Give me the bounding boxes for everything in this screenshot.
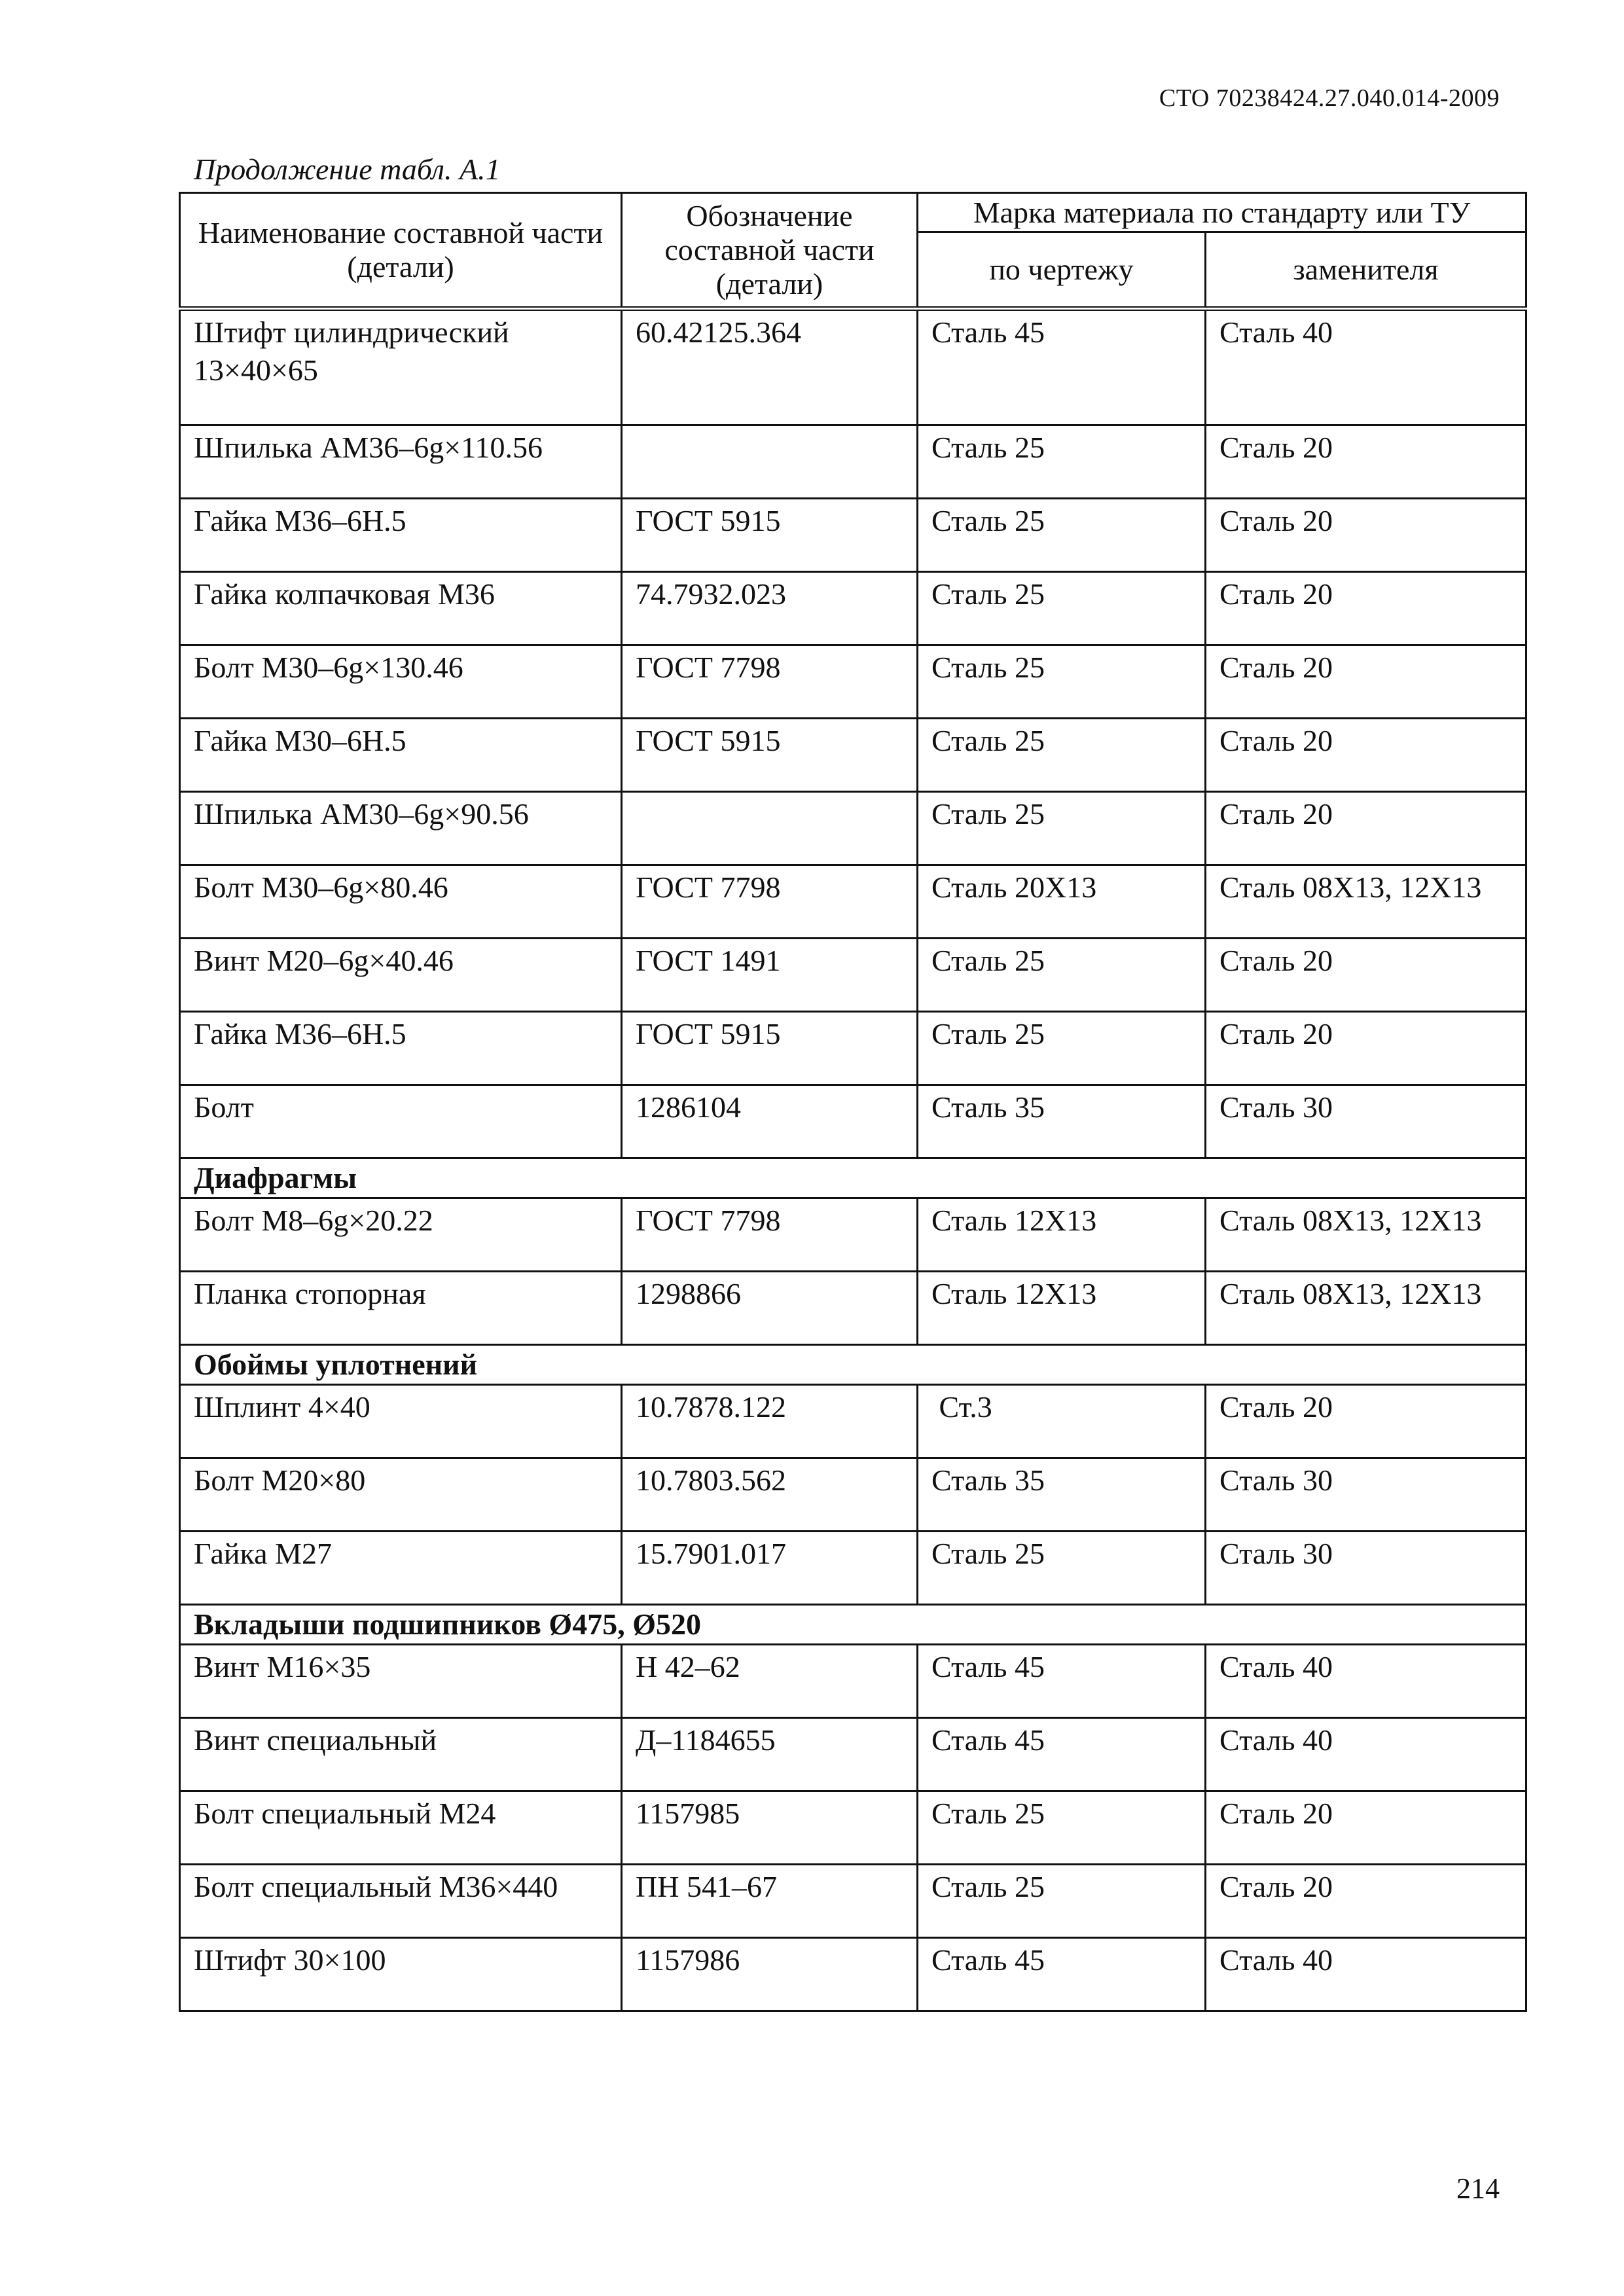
- table-row: [180, 645, 1526, 719]
- cell-material-substitute: Сталь 08Х13, 12Х13: [1206, 865, 1526, 939]
- cell-material-substitute: Сталь 08Х13, 12Х13: [1206, 1272, 1526, 1345]
- table-row: [180, 1865, 1526, 1938]
- cell-designation: ГОСТ 5915: [622, 719, 918, 792]
- cell-part-name: Гайка М30–6Н.5: [180, 719, 622, 792]
- cell-part-name: Гайка М27: [180, 1532, 622, 1605]
- cell-designation: ГОСТ 5915: [622, 1012, 918, 1085]
- cell-designation: ГОСТ 1491: [622, 939, 918, 1012]
- table-row: [180, 572, 1526, 645]
- cell-part-name: Штифт 30×100: [180, 1938, 622, 2011]
- cell-part-name: Шпилька АМ36–6g×110.56: [180, 425, 622, 499]
- cell-designation: 74.7932.023: [622, 572, 918, 645]
- cell-material-substitute: Сталь 20: [1206, 1385, 1526, 1458]
- header-part-name: Наименование составной части (детали): [180, 193, 622, 309]
- cell-designation: ГОСТ 7798: [622, 1198, 918, 1272]
- cell-material-substitute: Сталь 20: [1206, 572, 1526, 645]
- table-row: [180, 865, 1526, 939]
- page-number: 214: [1456, 2172, 1500, 2204]
- header-by-drawing: по чертежу: [918, 232, 1206, 309]
- cell-material-drawing: Сталь 25: [918, 1865, 1206, 1938]
- cell-designation: ГОСТ 7798: [622, 645, 918, 719]
- table-row: [180, 1085, 1526, 1158]
- cell-material-substitute: Сталь 20: [1206, 425, 1526, 499]
- cell-material-drawing: Сталь 12Х13: [918, 1272, 1206, 1345]
- cell-material-drawing: Сталь 35: [918, 1085, 1206, 1158]
- header-designation: Обозначение составной части (детали): [622, 193, 918, 309]
- cell-part-name: Болт специальный М36×440: [180, 1865, 622, 1938]
- cell-part-name: Болт М30–6g×80.46: [180, 865, 622, 939]
- cell-designation: 10.7878.122: [622, 1385, 918, 1458]
- cell-material-substitute: Сталь 30: [1206, 1458, 1526, 1532]
- cell-part-name: Болт М30–6g×130.46: [180, 645, 622, 719]
- cell-material-drawing: Сталь 25: [918, 499, 1206, 572]
- cell-part-name: Шплинт 4×40: [180, 1385, 622, 1458]
- table-row: [180, 1458, 1526, 1532]
- cell-designation: 15.7901.017: [622, 1532, 918, 1605]
- cell-material-substitute: Сталь 20: [1206, 1791, 1526, 1865]
- cell-designation: Н 42–62: [622, 1645, 918, 1718]
- header-substitute: заменителя: [1206, 232, 1526, 309]
- cell-material-substitute: Сталь 20: [1206, 792, 1526, 865]
- cell-material-drawing: Сталь 35: [918, 1458, 1206, 1532]
- section-row-diaphragms: [180, 1158, 1526, 1198]
- cell-part-name: Винт М20–6g×40.46: [180, 939, 622, 1012]
- cell-material-substitute: Сталь 20: [1206, 719, 1526, 792]
- section-row-seals: [180, 1345, 1526, 1385]
- cell-part-name: Гайка М36–6Н.5: [180, 1012, 622, 1085]
- cell-designation: 60.42125.364: [622, 309, 918, 425]
- table-row: [180, 1012, 1526, 1085]
- cell-designation: ГОСТ 5915: [622, 499, 918, 572]
- cell-material-substitute: Сталь 20: [1206, 499, 1526, 572]
- cell-material-drawing: Сталь 25: [918, 1012, 1206, 1085]
- cell-designation: 10.7803.562: [622, 1458, 918, 1532]
- cell-part-name: Винт специальный: [180, 1718, 622, 1791]
- table-row: [180, 1791, 1526, 1865]
- parts-materials-table: [179, 192, 1527, 2012]
- cell-designation: [622, 425, 918, 499]
- cell-material-drawing: Сталь 20Х13: [918, 865, 1206, 939]
- cell-material-substitute: Сталь 40: [1206, 1645, 1526, 1718]
- cell-material-drawing: Сталь 25: [918, 1791, 1206, 1865]
- section-row-bearings: [180, 1605, 1526, 1645]
- cell-material-drawing: Сталь 25: [918, 719, 1206, 792]
- cell-material-drawing: Сталь 45: [918, 1718, 1206, 1791]
- cell-material-drawing: Ст.3: [918, 1385, 1206, 1458]
- cell-material-substitute: Сталь 40: [1206, 309, 1526, 425]
- table-row: [180, 792, 1526, 865]
- table-row: [180, 425, 1526, 499]
- section-heading: Диафрагмы: [180, 1158, 1526, 1198]
- cell-material-drawing: Сталь 25: [918, 425, 1206, 499]
- header-material-grade: Марка материала по стандарту или ТУ: [918, 193, 1526, 232]
- cell-designation: 1157985: [622, 1791, 918, 1865]
- cell-designation: 1298866: [622, 1272, 918, 1345]
- cell-part-name: Штифт цилиндрический 13×40×65: [180, 309, 622, 425]
- cell-material-substitute: Сталь 20: [1206, 1865, 1526, 1938]
- cell-part-name: Планка стопорная: [180, 1272, 622, 1345]
- cell-part-name: Гайка М36–6Н.5: [180, 499, 622, 572]
- cell-material-substitute: Сталь 30: [1206, 1532, 1526, 1605]
- cell-part-name: Болт специальный М24: [180, 1791, 622, 1865]
- cell-material-substitute: Сталь 40: [1206, 1718, 1526, 1791]
- cell-material-drawing: Сталь 25: [918, 939, 1206, 1012]
- cell-designation: 1286104: [622, 1085, 918, 1158]
- table-row: [180, 499, 1526, 572]
- table-row: [180, 719, 1526, 792]
- cell-designation: 1157986: [622, 1938, 918, 2011]
- cell-material-drawing: Сталь 25: [918, 572, 1206, 645]
- table-row: [180, 309, 1526, 425]
- document-code: СТО 70238424.27.040.014-2009: [1159, 84, 1500, 112]
- cell-part-name: Болт: [180, 1085, 622, 1158]
- table-row: [180, 1645, 1526, 1718]
- cell-material-substitute: Сталь 08Х13, 12Х13: [1206, 1198, 1526, 1272]
- cell-part-name: Болт М8–6g×20.22: [180, 1198, 622, 1272]
- cell-material-drawing: Сталь 25: [918, 645, 1206, 719]
- table-row: [180, 1272, 1526, 1345]
- cell-designation: [622, 792, 918, 865]
- cell-material-substitute: Сталь 20: [1206, 1012, 1526, 1085]
- cell-material-drawing: Сталь 45: [918, 309, 1206, 425]
- cell-material-substitute: Сталь 30: [1206, 1085, 1526, 1158]
- cell-material-drawing: Сталь 45: [918, 1645, 1206, 1718]
- cell-designation: ПН 541–67: [622, 1865, 918, 1938]
- cell-part-name: Винт М16×35: [180, 1645, 622, 1718]
- cell-material-drawing: Сталь 25: [918, 792, 1206, 865]
- cell-material-drawing: Сталь 12Х13: [918, 1198, 1206, 1272]
- cell-part-name: Болт М20×80: [180, 1458, 622, 1532]
- cell-material-drawing: Сталь 45: [918, 1938, 1206, 2011]
- cell-material-substitute: Сталь 20: [1206, 939, 1526, 1012]
- table-row: [180, 1718, 1526, 1791]
- section-heading: Обоймы уплотнений: [180, 1345, 1526, 1385]
- cell-designation: ГОСТ 7798: [622, 865, 918, 939]
- table-row: [180, 939, 1526, 1012]
- table-row: [180, 1385, 1526, 1458]
- cell-designation: Д–1184655: [622, 1718, 918, 1791]
- table-row: [180, 1198, 1526, 1272]
- table-continuation-caption: Продолжение табл. А.1: [194, 152, 501, 186]
- cell-material-drawing: Сталь 25: [918, 1532, 1206, 1605]
- cell-part-name: Гайка колпачковая М36: [180, 572, 622, 645]
- section-heading: Вкладыши подшипников Ø475, Ø520: [180, 1605, 1526, 1645]
- table-row: [180, 1938, 1526, 2011]
- cell-part-name: Шпилька АМ30–6g×90.56: [180, 792, 622, 865]
- cell-material-substitute: Сталь 20: [1206, 645, 1526, 719]
- cell-material-substitute: Сталь 40: [1206, 1938, 1526, 2011]
- table-row: [180, 1532, 1526, 1605]
